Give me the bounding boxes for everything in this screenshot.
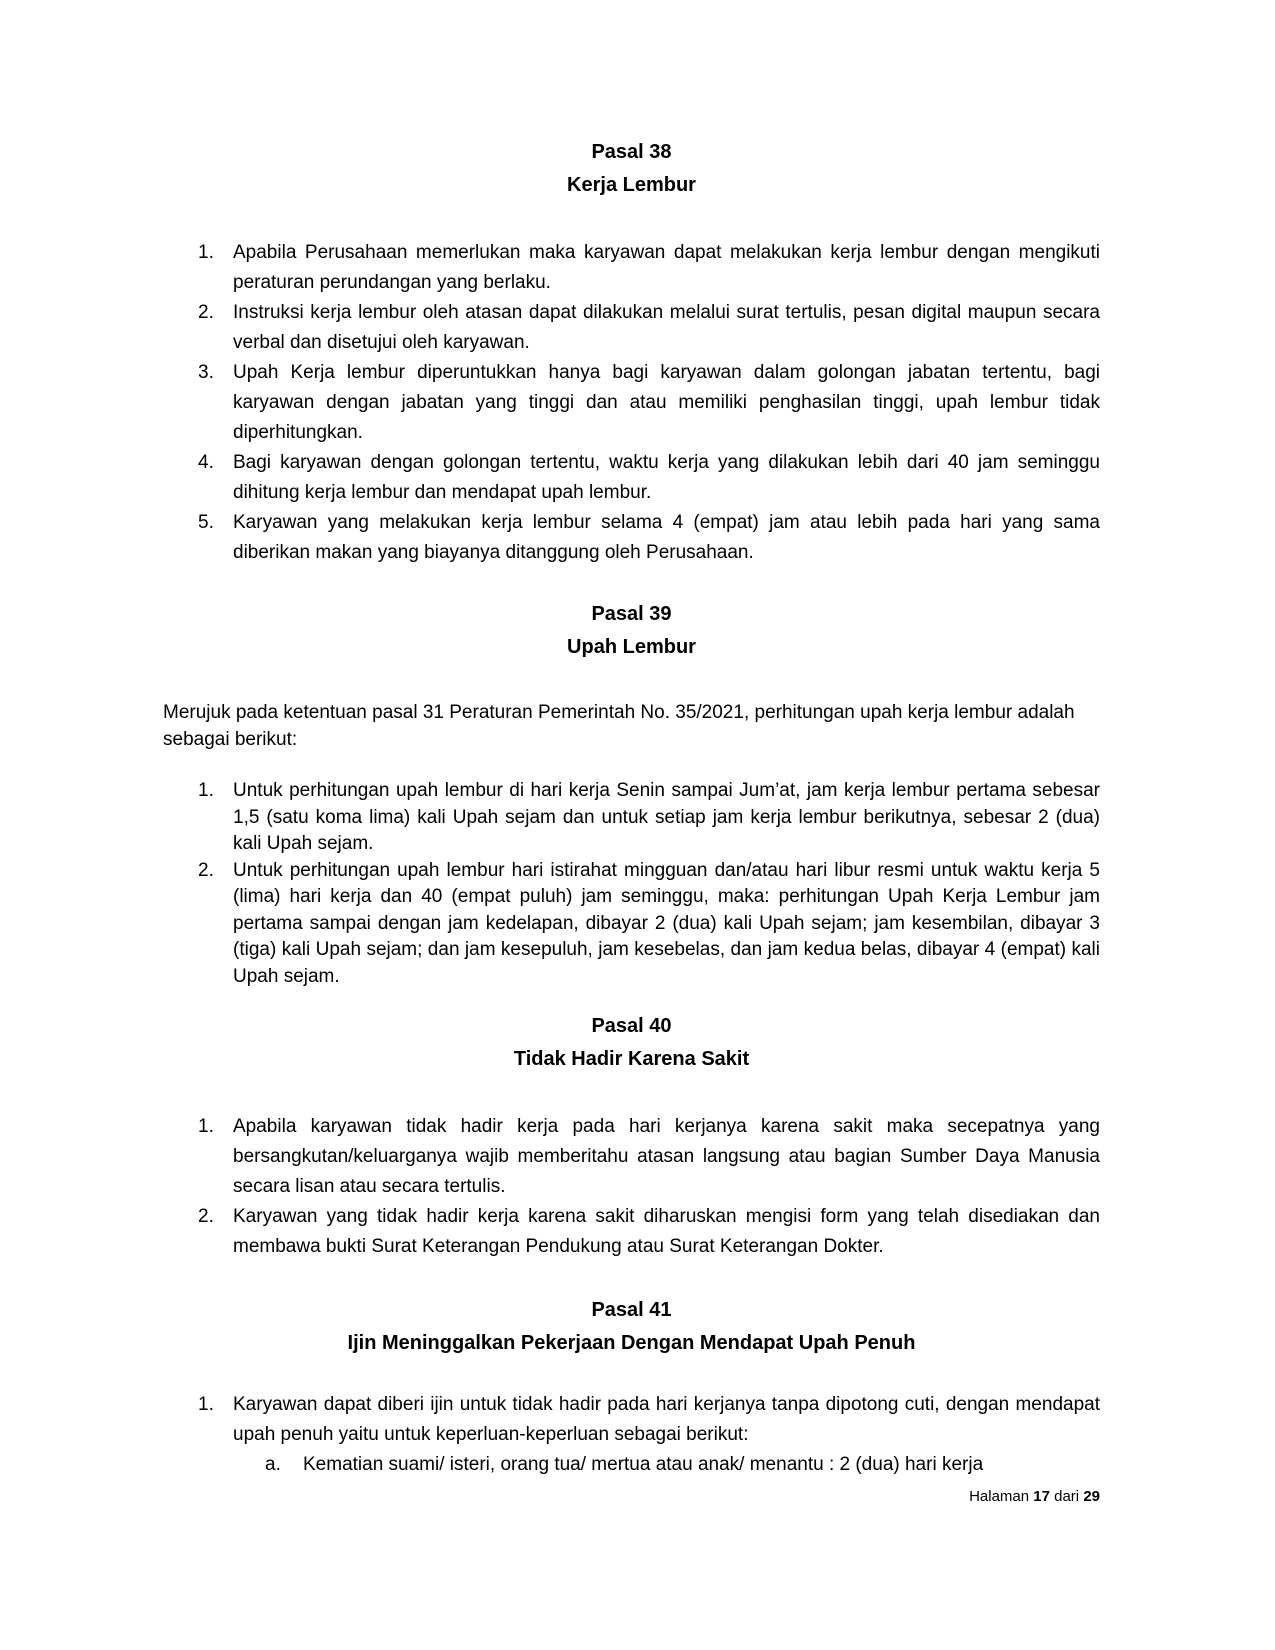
pasal-38-title: Kerja Lembur [567, 174, 696, 196]
page-footer [969, 1488, 1100, 1505]
pasal-41-list [163, 1390, 1100, 1480]
pasal-39-intro: Merujuk pada ketentuan pasal 31 Peraturan Pemerintah No. 35/2021, perhitungan upah kerja lembur adalah sebagai berikut: [163, 702, 1075, 750]
footer-prefix: Halaman [969, 1488, 1030, 1505]
list-number: 2. [198, 1206, 214, 1227]
list-item [163, 508, 1100, 568]
pasal-41-section [163, 1294, 1100, 1480]
list-number: 2. [198, 302, 214, 323]
list-number: 1. [198, 1116, 214, 1137]
sublist-letter: a. [265, 1454, 281, 1475]
list-number: 1. [198, 1394, 214, 1415]
list-number: 2. [198, 859, 214, 881]
list-item [163, 778, 1100, 858]
list-text: Karyawan yang melakukan kerja lembur selama 4 (empat) jam atau lebih pada hari yang sama diberikan makan yang biayanya ditanggung oleh Perusahaan. [233, 512, 1100, 563]
pasal-41-heading [163, 1294, 1100, 1360]
list-text: Apabila karyawan tidak hadir kerja pada hari kerjanya karena sakit maka secepatnya yang bersangkutan/keluarganya wajib memberitahu atasan langsung atau bagian Sumber Daya Manusia secara lisan atau secara tertulis. [233, 1116, 1100, 1197]
pasal-41-title: Ijin Meninggalkan Pekerjaan Dengan Mendapat Upah Penuh [347, 1332, 916, 1354]
list-text: Untuk perhitungan upah lembur hari istirahat mingguan dan/atau hari libur resmi untuk waktu kerja 5 (lima) hari kerja dan 40 (empat puluh) jam seminggu, maka: perhitungan Upah Kerja Lembur jam pertama sampai dengan jam kedelapan, dibayar 2 (dua) kali Upah sejam; jam kesembilan, dibayar 3 (tiga) kali Upah sejam; dan jam kesepuluh, jam kesebelas, dan jam kedua belas, dibayar 4 (empat) kali Upah sejam. [233, 859, 1100, 987]
list-item [163, 1202, 1100, 1262]
list-item [163, 448, 1100, 508]
pasal-38-number: Pasal 38 [591, 141, 672, 163]
pasal-40-title: Tidak Hadir Karena Sakit [513, 1048, 750, 1070]
pasal-40-list [163, 1112, 1100, 1262]
pasal-38-section [163, 136, 1100, 568]
document-content [163, 136, 1100, 1480]
section-gap [163, 568, 1100, 598]
list-text: Untuk perhitungan upah lembur di hari kerja Senin sampai Jum’at, jam kerja lembur pertama sebesar 1,5 (satu koma lima) kali Upah sejam dan untuk setiap jam kerja lembur berikutnya, sebesar 2 (dua) kali Upah sejam. [233, 780, 1100, 854]
pasal-39-title: Upah Lembur [567, 636, 696, 658]
list-text: Bagi karyawan dengan golongan tertentu, waktu kerja yang dilakukan lebih dari 40 jam seminggu dihitung kerja lembur dan mendapat upah lembur. [233, 452, 1100, 503]
footer-page-number: 17 [1033, 1488, 1050, 1505]
sublist-text: Kematian suami/ isteri, orang tua/ mertua atau anak/ menantu : 2 (dua) hari kerja [303, 1454, 984, 1475]
list-text: Apabila Perusahaan memerlukan maka karyawan dapat melakukan kerja lembur dengan mengikuti peraturan perundangan yang berlaku. [233, 242, 1100, 293]
pasal-40-section [163, 1010, 1100, 1262]
pasal-39-list [163, 778, 1100, 990]
pasal-39-number: Pasal 39 [591, 603, 672, 625]
list-text: Instruksi kerja lembur oleh atasan dapat dilakukan melalui surat tertulis, pesan digital maupun secara verbal dan disetujui oleh karyawan. [233, 302, 1100, 353]
list-number: 4. [198, 452, 214, 473]
pasal-40-heading [163, 1010, 1100, 1076]
pasal-39-heading [163, 598, 1100, 664]
list-text: Karyawan yang tidak hadir kerja karena sakit diharuskan mengisi form yang telah disediakan dan membawa bukti Surat Keterangan Pendukung atau Surat Keterangan Dokter. [233, 1206, 1100, 1257]
list-text: Upah Kerja lembur diperuntukkan hanya bagi karyawan dalam golongan jabatan tertentu, bagi karyawan dengan jabatan yang tinggi dan atau memiliki penghasilan tinggi, upah lembur tidak diperhitungkan. [233, 362, 1100, 443]
list-number: 1. [198, 242, 214, 263]
pasal-38-heading [163, 136, 1100, 202]
list-item [163, 298, 1100, 358]
sublist-item [163, 1450, 1100, 1480]
list-number: 1. [198, 780, 214, 801]
pasal-41-number: Pasal 41 [591, 1299, 672, 1321]
footer-total-pages: 29 [1083, 1488, 1100, 1505]
list-item [163, 858, 1100, 991]
pasal-41-sublist [163, 1450, 1100, 1480]
list-item [163, 1390, 1100, 1480]
footer-middle: dari [1054, 1488, 1080, 1505]
list-text: Karyawan dapat diberi ijin untuk tidak hadir pada hari kerjanya tanpa dipotong cuti, dengan mendapat upah penuh yaitu untuk keperluan-keperluan sebagai berikut: [233, 1394, 1100, 1445]
pasal-38-list [163, 238, 1100, 568]
pasal-40-number: Pasal 40 [591, 1015, 672, 1037]
section-gap [163, 1262, 1100, 1294]
section-gap [163, 990, 1100, 1010]
pasal-39-section [163, 598, 1100, 990]
list-number: 3. [198, 362, 214, 383]
list-number: 5. [198, 512, 214, 533]
list-item [163, 1112, 1100, 1202]
list-item [163, 358, 1100, 448]
list-item [163, 238, 1100, 298]
